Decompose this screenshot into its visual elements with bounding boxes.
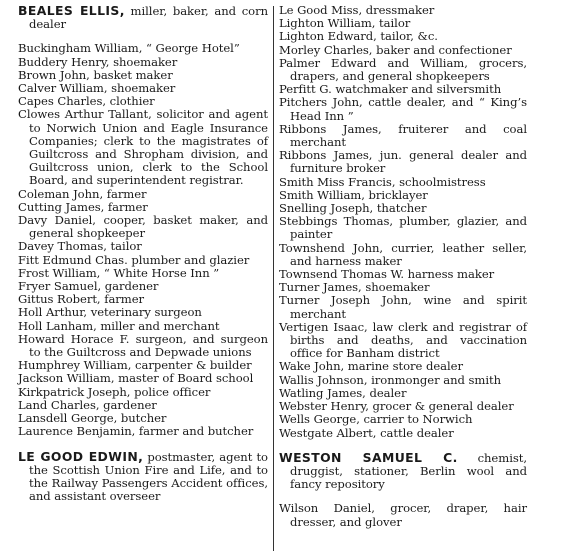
entry-text: Townsend Thomas W. harness maker xyxy=(279,267,495,282)
entry-text: Fitt Edmund Chas. plumber and glazier xyxy=(18,252,250,267)
entry-text: Turner Joseph John, wine and spirit merchant xyxy=(279,293,527,321)
entry-text: Holl Arthur, veterinary surgeon xyxy=(18,305,202,320)
directory-entry-westgate-albert xyxy=(279,427,527,440)
entry-text: Wallis Johnson, ironmonger and smith xyxy=(279,372,502,387)
entry-text: Howard Horace F. surgeon, and surgeon to the Guiltcross and Depwade unions xyxy=(18,331,268,360)
entry-text: Laurence Benjamin, farmer and butcher xyxy=(18,424,254,439)
entry-text: Pitchers John, cattle dealer, and “ King’s Head Inn ” xyxy=(279,95,527,123)
entry-text: Vertigen Isaac, law clerk and registrar of births and deaths, and vaccination office for Banham district xyxy=(279,319,527,361)
directory-entry-ribbons-james xyxy=(279,123,527,149)
entry-text: Stebbings Thomas, plumber, glazier, and painter xyxy=(279,214,527,242)
directory-entry-le-good-edwin xyxy=(18,450,268,504)
entry-text: Lighton Edward, tailor, &c. xyxy=(279,29,438,44)
entry-text: Coleman John, farmer xyxy=(18,186,147,201)
entry-text: Lighton William, tailor xyxy=(279,16,411,31)
entry-text: Davey Thomas, tailor xyxy=(18,239,142,254)
directory-entry-vertigen-isaac xyxy=(279,321,527,361)
entry-text: Palmer Edward and William, grocers, drapers, and general shopkeepers xyxy=(279,55,527,84)
entry-text: Humphrey William, carpenter & builder xyxy=(18,358,252,373)
directory-entry-palmer-edward-and-william xyxy=(279,57,527,83)
entry-text: Smith Miss Francis, schoolmistress xyxy=(279,174,486,189)
directory-entry-howard-horace-f-surgeon xyxy=(18,333,268,359)
column-divider xyxy=(273,6,274,551)
entry-text: Clowes Arthur Tallant, solicitor and agent to Norwich Union and Eagle Insurance Companies; clerk to the magistrates of Guiltcross and Shropham division, and Guiltcross union, clerk to the School Board, and superintendent registrar. xyxy=(18,107,268,188)
directory-entry-townshend-john xyxy=(279,242,527,268)
entry-text: Snelling Joseph, thatcher xyxy=(279,201,427,216)
directory-entry-pitchers-john xyxy=(279,96,527,122)
entry-text: Smith William, bricklayer xyxy=(279,187,428,202)
entry-text: miller, baker, and corn dealer xyxy=(29,4,269,32)
entry-text: Buckingham William, “ George Hotel” xyxy=(18,41,240,56)
entry-text: Calver William, shoemaker xyxy=(18,81,176,96)
entry-text: Fryer Samuel, gardener xyxy=(18,279,159,294)
entry-text: Davy Daniel, cooper, basket maker, and general shopkeeper xyxy=(18,213,268,241)
directory-entry-beales-ellis xyxy=(18,4,268,31)
directory-entry-davy-daniel xyxy=(18,214,268,240)
entry-text: Jackson William, master of Board school xyxy=(18,371,254,386)
entry-heading: BEALES ELLIS, xyxy=(18,3,125,18)
entry-text: Watling James, dealer xyxy=(279,385,407,400)
entry-text: Ribbons James, fruiterer and coal merchant xyxy=(279,121,527,150)
entry-text: chemist, druggist, stationer, Berlin wool and fancy repository xyxy=(290,450,527,492)
directory-entry-turner-joseph-john xyxy=(279,294,527,320)
entry-text: Kirkpatrick Joseph, police officer xyxy=(18,384,211,399)
entry-text: Perfitt G. watchmaker and silversmith xyxy=(279,82,502,97)
entry-heading: WESTON SAMUEL C. xyxy=(279,449,458,465)
entry-text: Morley Charles, baker and confectioner xyxy=(279,42,512,57)
entry-text: Townshend John, currier, leather seller, and harness maker xyxy=(279,240,527,268)
directory-entry-laurence-benjamin xyxy=(18,425,268,438)
entry-text: Holl Lanham, miller and merchant xyxy=(18,318,220,333)
entry-text: Frost William, “ White Horse Inn ” xyxy=(18,265,220,280)
entry-text: Cutting James, farmer xyxy=(18,199,148,214)
directory-entry-ribbons-james xyxy=(279,149,527,175)
entry-text: Wells George, carrier to Norwich xyxy=(279,412,473,427)
entry-text: Ribbons James, jun. general dealer and furniture broker xyxy=(279,148,527,176)
left-column xyxy=(18,4,268,503)
directory-entry-stebbings-thomas xyxy=(279,215,527,241)
entry-text: Lansdell George, butcher xyxy=(18,411,167,426)
directory-entry-clowes-arthur-tallant xyxy=(18,108,268,187)
entry-text: Land Charles, gardener xyxy=(18,397,157,412)
entry-heading: LE GOOD EDWIN, xyxy=(18,448,144,464)
entry-text: Turner James, shoemaker xyxy=(279,280,430,295)
entry-text: Gittus Robert, farmer xyxy=(18,292,145,307)
entry-text: Westgate Albert, cattle dealer xyxy=(279,425,454,440)
directory-entry-weston-samuel-c xyxy=(279,451,527,492)
entry-text: Wilson Daniel, grocer, draper, hair dresser, and glover xyxy=(279,501,527,529)
right-column xyxy=(279,4,527,529)
directory-entry-wilson-daniel xyxy=(279,502,527,528)
entry-text: Buddery Henry, shoemaker xyxy=(18,54,178,69)
entry-text: postmaster, agent to the Scottish Union Fire and Life, and to the Railway Passengers Accident offices, and assistant overseer xyxy=(29,449,268,504)
entry-text: Wake John, marine store dealer xyxy=(279,359,463,374)
entry-text: Brown John, basket maker xyxy=(18,67,173,82)
entry-text: Webster Henry, grocer & general dealer xyxy=(279,399,514,414)
entry-text: Le Good Miss, dressmaker xyxy=(279,3,435,17)
entry-text: Capes Charles, clothier xyxy=(18,94,155,109)
